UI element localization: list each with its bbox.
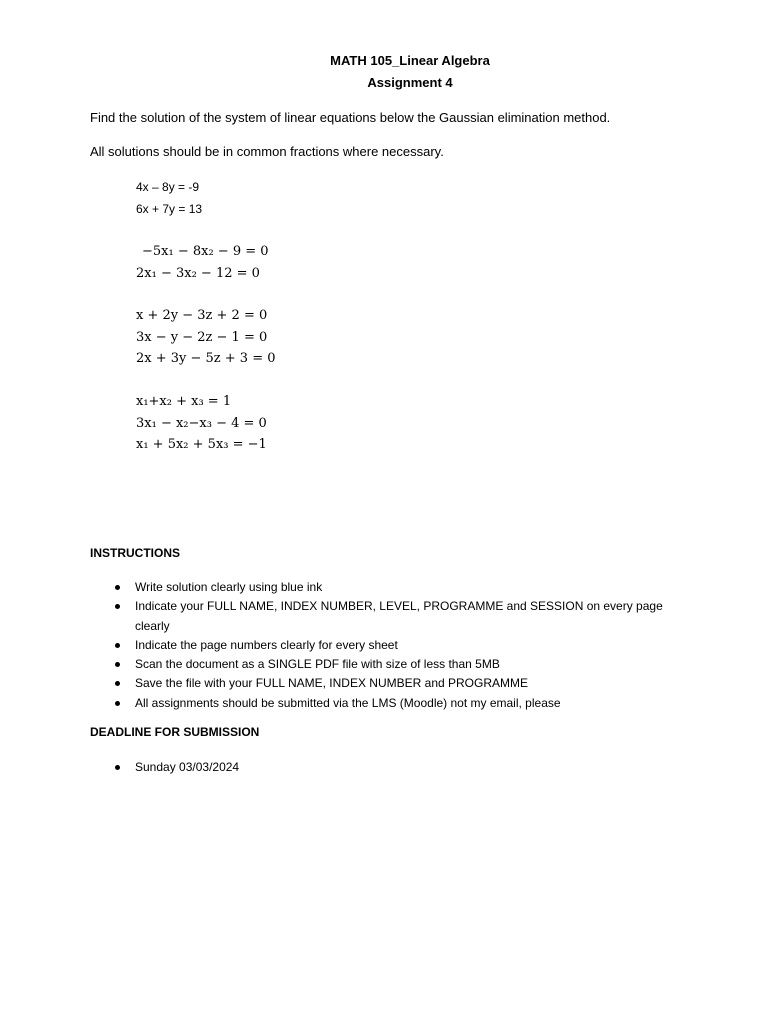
equation-line: 3x − y − 2z − 1 = 0	[136, 329, 268, 345]
bullet-icon	[115, 604, 120, 609]
instructions-list	[90, 578, 690, 713]
list-item	[90, 636, 690, 655]
equation-line: 4x – 8y = -9	[136, 180, 200, 194]
bullet-icon	[115, 643, 120, 648]
list-item	[90, 694, 690, 713]
deadline-list	[90, 758, 690, 777]
list-item-text: Write solution clearly using blue ink	[135, 580, 323, 594]
list-item	[90, 758, 690, 777]
list-item-text: Indicate the page numbers clearly for every sheet	[135, 637, 398, 652]
equation-line: x + 2y − 3z + 2 = 0	[136, 308, 268, 323]
equation-line: x₁+x₂ + x₃ = 1	[136, 394, 232, 409]
equation-system-2	[136, 241, 269, 284]
list-item-text: Indicate your FULL NAME, INDEX NUMBER, LEVEL, PROGRAMME and SESSION on every page clearly	[135, 599, 663, 633]
instructions-heading: INSTRUCTIONS	[90, 546, 180, 560]
equation-system-1	[136, 176, 202, 220]
equation-line: 2x₁ − 3x₂ − 12 = 0	[136, 265, 260, 281]
task-statement: Find the solution of the system of linear equations below the Gaussian elimination method.	[90, 110, 611, 125]
bullet-icon	[115, 701, 120, 706]
list-item-text: All assignments should be submitted via the LMS (Moodle) not my email, please	[135, 695, 561, 710]
list-item	[90, 655, 690, 674]
equation-system-3	[136, 305, 276, 370]
deadline-date: Sunday 03/03/2024	[135, 760, 240, 774]
course-title: MATH 105_Linear Algebra	[330, 53, 490, 68]
bullet-icon	[115, 681, 120, 686]
equation-line: x₁ + 5x₂ + 5x₃ = −1	[136, 437, 267, 452]
assignment-title: Assignment 4	[367, 75, 453, 90]
list-item	[90, 578, 690, 597]
equation-system-4	[136, 391, 267, 456]
bullet-icon	[115, 765, 120, 770]
fraction-note: All solutions should be in common fractions where necessary.	[90, 144, 444, 159]
bullet-icon	[115, 662, 120, 667]
list-item	[90, 597, 690, 636]
equation-line: 3x₁ − x₂−x₃ − 4 = 0	[136, 415, 267, 431]
deadline-heading: DEADLINE FOR SUBMISSION	[90, 725, 260, 739]
bullet-icon	[115, 585, 120, 590]
equation-line: 6x + 7y = 13	[136, 202, 203, 216]
list-item	[90, 674, 690, 693]
list-item-text: Save the file with your FULL NAME, INDEX NUMBER and PROGRAMME	[135, 676, 528, 691]
list-item-text: Scan the document as a SINGLE PDF file with size of less than 5MB	[135, 657, 500, 672]
equation-line: −5x₁ − 8x₂ − 9 = 0	[142, 244, 269, 259]
equation-line: 2x + 3y − 5z + 3 = 0	[136, 351, 276, 366]
